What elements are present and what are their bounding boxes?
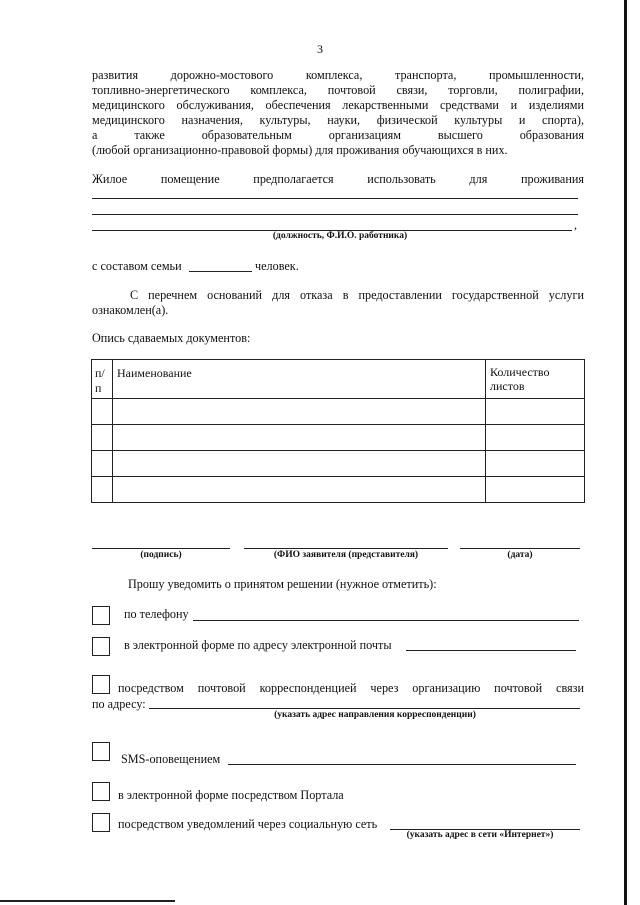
social-label: посредством уведомлений через социальную сеть: [118, 817, 378, 831]
col-count-label-2: листов: [490, 379, 525, 393]
inventory-title: Опись сдаваемых документов:: [92, 331, 251, 345]
table-cell[interactable]: [113, 425, 486, 451]
post-label: посредством почтовой корреспонденцией через организацию почтовой связи: [118, 681, 584, 695]
post-label-2: по адресу:: [92, 697, 146, 711]
scan-edge-line: [0, 900, 175, 902]
refusal-line: ознакомлен(а).: [92, 303, 169, 317]
social-checkbox[interactable]: [92, 813, 110, 832]
family-prefix: с составом семьи: [92, 259, 182, 273]
notify-heading: Прошу уведомить о принятом решении (нужное отметить):: [128, 577, 437, 591]
sms-field[interactable]: [228, 764, 576, 765]
residence-line: Жилое помещение предполагается использовать для проживания: [92, 172, 584, 186]
table-cell[interactable]: [92, 425, 113, 451]
table-cell[interactable]: [113, 451, 486, 477]
date-field[interactable]: [460, 548, 580, 549]
residence-blank-1[interactable]: [92, 198, 578, 199]
table-row[interactable]: [92, 399, 585, 425]
family-suffix: человек.: [255, 259, 299, 273]
col-num-header: п/п: [92, 360, 113, 399]
social-caption: (указать адрес в сети «Интернет»): [406, 830, 554, 840]
table-row[interactable]: [92, 477, 585, 503]
table-row[interactable]: [92, 451, 585, 477]
table-cell[interactable]: [92, 399, 113, 425]
sms-checkbox[interactable]: [92, 742, 110, 761]
applicant-name-field[interactable]: [244, 548, 448, 549]
portal-label: в электронной форме посредством Портала: [118, 788, 344, 802]
phone-field[interactable]: [193, 620, 579, 621]
residence-blank-2[interactable]: [92, 214, 578, 215]
refusal-line: С перечнем оснований для отказа в предоставлении государственной услуги: [130, 288, 584, 302]
documents-table: [91, 359, 585, 503]
phone-label: по телефону: [124, 607, 189, 621]
table-cell[interactable]: [486, 477, 585, 503]
signature-field[interactable]: [92, 548, 230, 549]
table-header-row: [92, 360, 585, 399]
table-cell[interactable]: [92, 477, 113, 503]
page-number: 3: [317, 42, 323, 56]
worker-caption: (должность, Ф.И.О. работника): [272, 231, 408, 241]
phone-checkbox[interactable]: [92, 606, 110, 625]
email-label: в электронной форме по адресу электронной почты: [124, 638, 392, 652]
intro-line: а также образовательным организациям высшего образования: [92, 128, 584, 142]
sms-label: SMS-оповещением: [121, 752, 221, 766]
intro-line: топливно-энергетического комплекса, почтовой связи, торговли, полиграфии,: [92, 83, 584, 97]
intro-line: развития дорожно-мостового комплекса, транспорта, промышленности,: [92, 68, 584, 82]
table-row[interactable]: [92, 425, 585, 451]
table-cell[interactable]: [92, 451, 113, 477]
intro-line: (любой организационно-правовой формы) для проживания обучающихся в них.: [92, 143, 508, 157]
col-count-label-1: Количество: [490, 365, 550, 379]
table-cell[interactable]: [486, 451, 585, 477]
scan-edge-strip: [624, 0, 640, 905]
portal-checkbox[interactable]: [92, 782, 110, 801]
table-cell[interactable]: [486, 425, 585, 451]
post-caption: (указать адрес направления корреспонденции): [274, 710, 476, 720]
residence-comma: ,: [574, 218, 578, 232]
signature-caption: (подпись): [140, 550, 182, 560]
intro-line: медицинского назначения, культуры, науки, физической культуры и спорта),: [92, 113, 584, 127]
family-count-field[interactable]: [189, 271, 252, 272]
intro-line: медицинского обслуживания, обеспечения лекарственными средствами и изделиями: [92, 98, 584, 112]
col-count-header: [486, 360, 585, 399]
col-name-header: Наименование: [113, 360, 486, 399]
date-caption: (дата): [507, 550, 533, 560]
table-cell[interactable]: [486, 399, 585, 425]
email-field[interactable]: [406, 650, 576, 651]
applicant-caption: (ФИО заявителя (представителя): [273, 550, 419, 560]
post-checkbox[interactable]: [92, 675, 110, 694]
email-checkbox[interactable]: [92, 637, 110, 656]
table-cell[interactable]: [113, 399, 486, 425]
post-address-field[interactable]: [149, 708, 580, 709]
table-cell[interactable]: [113, 477, 486, 503]
